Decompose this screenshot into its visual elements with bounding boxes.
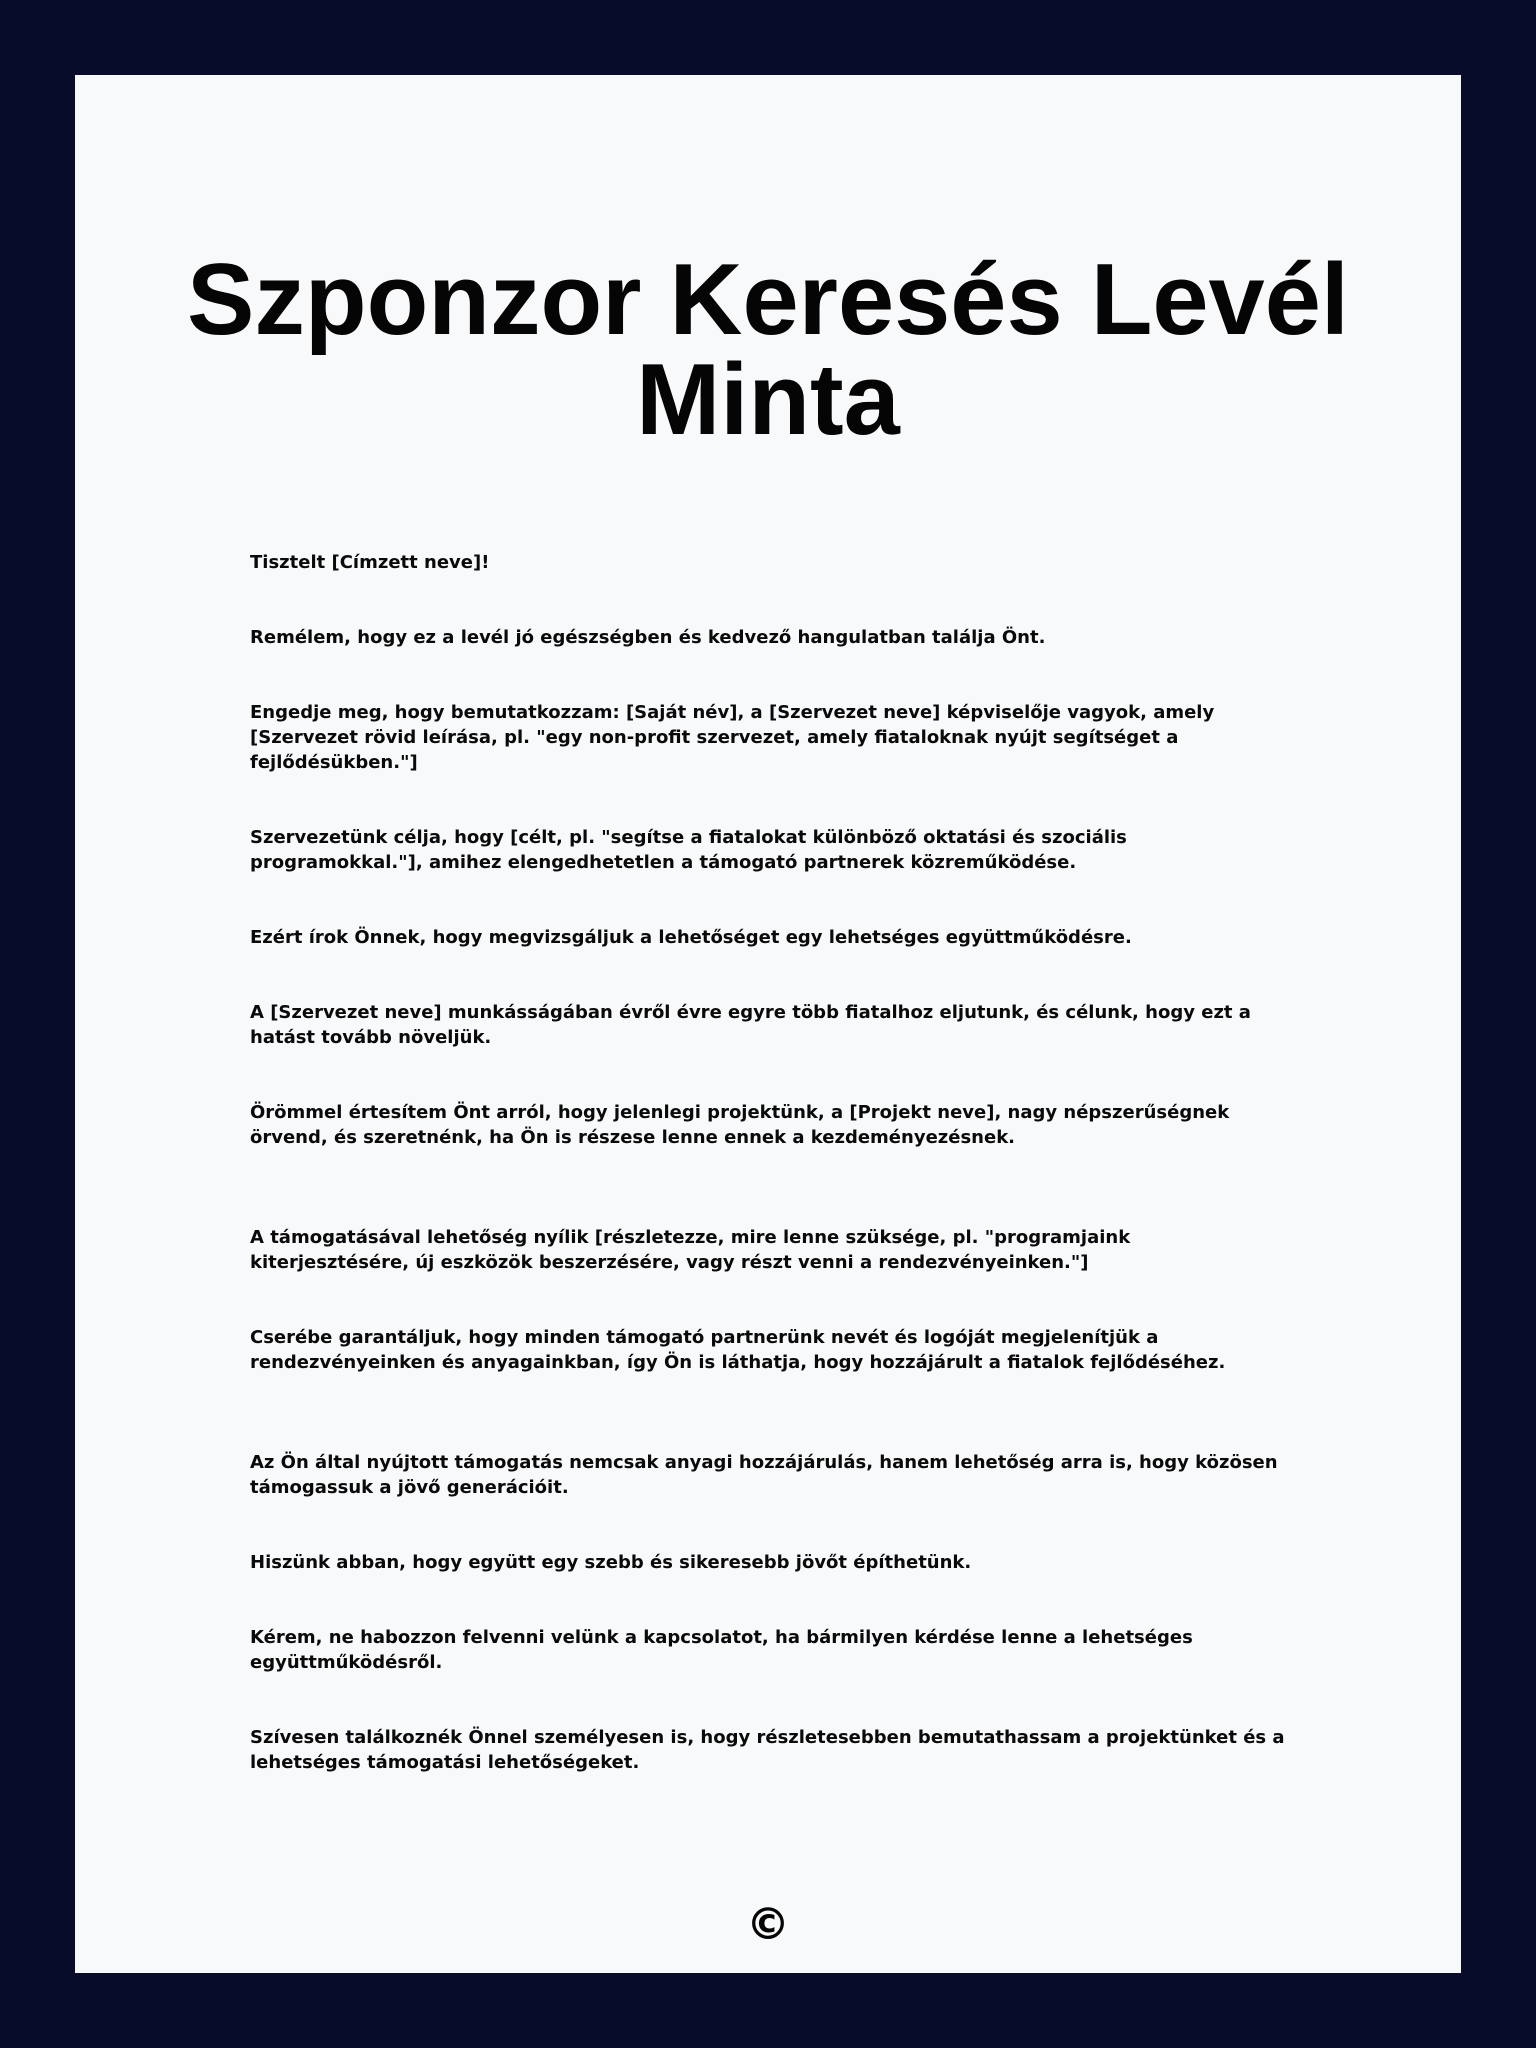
paragraph: Remélem, hogy ez a levél jó egészségben és kedvező hangulatban találja Önt. bbox=[250, 627, 1046, 648]
paragraph: Ezért írok Önnek, hogy megvizsgáljuk a lehetőséget egy lehetséges együttműködésre. bbox=[250, 927, 1132, 948]
document-page bbox=[75, 75, 1461, 1973]
copyright-symbol: © bbox=[746, 1899, 790, 1950]
paragraph: A támogatásával lehetőség nyílik [részletezze, mire lenne szüksége, pl. "programjaink kiterjesztésére, új eszközök beszerzésére, vagy részt venni a rendezvényeinken."] bbox=[250, 1227, 1131, 1273]
paragraph: Cserébe garantáljuk, hogy minden támogató partnerünk nevét és logóját megjelenítjük a rendezvényeinken és anyagainkban, így Ön is láthatja, hogy hozzájárult a fiatalok fejlődéséhez. bbox=[250, 1327, 1226, 1373]
paragraph: Kérem, ne habozzon felvenni velünk a kapcsolatot, ha bármilyen kérdése lenne a lehetséges együttműködésről. bbox=[250, 1627, 1193, 1673]
paragraph: Az Ön által nyújtott támogatás nemcsak anyagi hozzájárulás, hanem lehetőség arra is, hogy közösen támogassuk a jövő generációit. bbox=[250, 1452, 1278, 1498]
paragraph: A [Szervezet neve] munkásságában évről évre egyre több fiatalhoz eljutunk, és célunk, hogy ezt a hatást tovább növeljük. bbox=[250, 1002, 1251, 1048]
paragraph: Szervezetünk célja, hogy [célt, pl. "segítse a fiatalokat különböző oktatási és szociális programokkal."], amihez elengedhetetlen a támogató partnerek közreműködése. bbox=[250, 827, 1127, 873]
paragraph-greeting: Tisztelt [Címzett neve]! bbox=[250, 552, 490, 573]
paragraph: Szívesen találkoznék Önnel személyesen is, hogy részletesebben bemutathassam a projektünket és a lehetséges támogatási lehetőségeket. bbox=[250, 1727, 1285, 1773]
paragraph: Örömmel értesítem Önt arról, hogy jelenlegi projektünk, a [Projekt neve], nagy népszerűségnek örvend, és szeretnénk, ha Ön is részese lenne ennek a kezdeményezésnek. bbox=[250, 1102, 1230, 1148]
paragraph: Hiszünk abban, hogy együtt egy szebb és sikeresebb jövőt építhetünk. bbox=[250, 1552, 972, 1573]
document-title: Szponzor Keresés Levél Minta bbox=[187, 244, 1349, 456]
paragraph: Engedje meg, hogy bemutatkozzam: [Saját név], a [Szervezet neve] képviselője vagyok, amely [Szervezet rövid leírása, pl. "egy non-profit szervezet, amely fiataloknak nyújt segítséget a fejlődésükben."] bbox=[250, 702, 1215, 773]
